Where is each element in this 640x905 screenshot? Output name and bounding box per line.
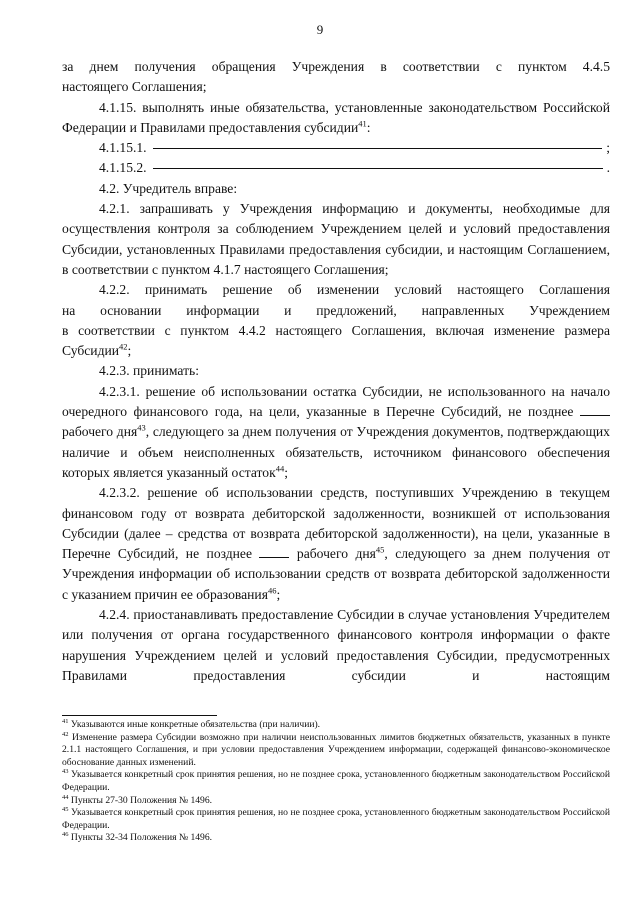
footnote: $^{44}$ Пункты 27-30 Положения № 1496. [62,793,213,806]
fill-line-label: 4.1.15.2. [99,160,147,176]
clause-4-2-1: 4.2.1. запрашивать у Учреждения информацию и документы, необходимые для осуществления контроля за соблюдением Учреждением целей и условий предоставления Субсидии, установленных Правилами предоставления субсидии, и настоящим Соглашением, в соответствии с пунктом 4.1.7 настоящего Соглашения; [62,201,610,277]
footnote: $^{43}$ Указывается конкретный срок принятия решения, но не позднее срока, установленного бюджетным законодательством Российской Федерации. [62,768,610,793]
fill-in-blank [259,546,289,558]
clause-4-2-2-line2: на основании информации и предложений, направленных Учреждением [62,302,610,318]
footnote-ref: 43 [137,422,146,433]
footnote-ref: 42 [119,341,128,352]
footnote: $^{42}$ Изменение размера Субсидии возможно при наличии неиспользованных лимитов бюджетных обязательств, указанных в пункте 2.1.1 настоящего Соглашения, и при условии предоставления Учреждением информации, содержащей финансово-экономическое обоснование данных изменений. [62,730,610,768]
fill-line-label: 4.1.15.1. [99,140,147,156]
fill-line-end: ; [606,140,610,156]
clause-4-2-3-1: 4.2.3.1. решение об использовании остатка Субсидии, не использованного на начало очередного финансового года, на цели, указанные в Перечне Субсидий, не позднее рабочего дня$^{43}$, следующего за днем получения от Учреждения документов, подтверждающих наличие и объем неисполненных обязательств, источником финансового обеспечения которых является указанный остаток$^{44}$; [62,383,610,480]
document-body [62,57,610,686]
footnote-ref: 46 [267,585,277,596]
clause-4-2-2-line1: 4.2.2. принимать решение об изменении условий настоящего Соглашения [99,282,610,298]
fill-line-4-1-15-1 [62,138,610,158]
clause-4-2: 4.2. Учредитель вправе: [99,180,238,196]
fill-in-blank [153,148,603,149]
clause-4-2-4: 4.2.4. приостанавливать предоставление Субсидии в случае установления Учредителем или получения от органа государственного финансового контроля информации о факте нарушения Учреждением целей и условий предоставления Субсидии, предусмотренных Правилами предоставления субсидии и настоящим [62,607,610,683]
footnote-ref: 45 [375,544,385,555]
clause-4-2-3: 4.2.3. принимать: [99,363,199,379]
footnote: $^{46}$ Пункты 32-34 Положения № 1496. [62,831,213,844]
footnote-ref: 44 [275,463,285,474]
clause-4-2-3-2: 4.2.3.2. решение об использовании средств, поступивших Учреждению в текущем финансовом году от возврата дебиторской задолженности, возникшей от использования Субсидии (далее – средства от возврата дебиторской задолженности), на цели, указанные в Перечне Субсидий, не позднее рабочего дня$^{45}$, следующего за днем получения от Учреждения информации об использовании средств от возврата дебиторской задолженности с указанием причин ее образования$^{46}$; [62,485,610,602]
fill-in-blank [153,168,603,169]
clause-4-1-15: 4.1.15. выполнять иные обязательства, установленные законодательством Российской Федерации и Правилами предоставления субсидии$^{41}$: [62,99,610,135]
fill-line-4-1-15-2 [62,158,610,178]
footnote: $^{41}$ Указываются иные конкретные обязательства (при наличии). [62,717,321,730]
clause-4-2-2-rest: в соответствии с пунктом 4.4.2 настоящего Соглашения, включая изменение размера Субсидии$^{42}$; [62,322,610,359]
footnote: $^{45}$ Указывается конкретный срок принятия решения, но не позднее срока, установленного бюджетным законодательством Российской Федерации. [62,805,610,831]
paragraph-continuation-end: настоящего Соглашения; [62,79,207,95]
paragraph-continuation-line: за днем получения обращения Учреждения в соответствии с пунктом 4.4.5 [62,59,610,74]
footnotes [62,719,610,845]
footnote-separator [62,715,217,716]
page-number: 9 [316,22,324,37]
fill-in-blank [580,404,610,416]
footnote-ref: 41 [358,118,367,129]
fill-line-end: . [606,160,610,176]
